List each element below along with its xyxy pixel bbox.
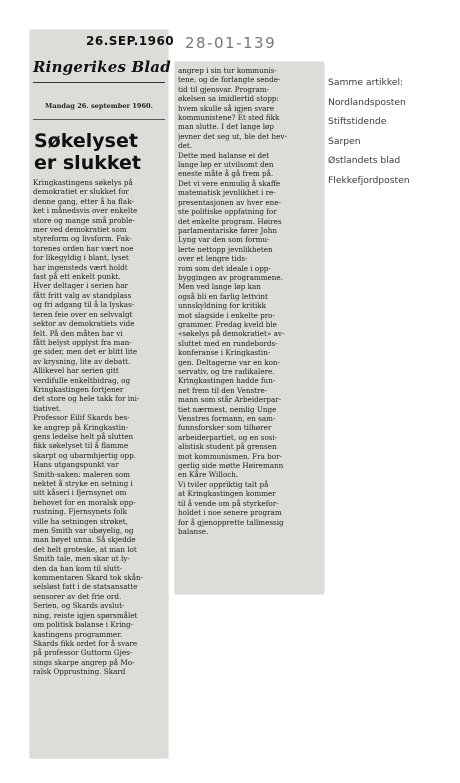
body-text-line: økelsen sa imidlertid stopp: — [178, 94, 279, 104]
body-text-line: holdet i noe senere program — [178, 508, 282, 518]
body-text-line: man bøyet unna. Så skjedde — [33, 535, 136, 545]
body-text-line: Lyng var den som formu- — [178, 235, 270, 245]
body-text-line: Venstres formann, en sam- — [178, 414, 276, 424]
body-text-line: grammer. Fredag kveld ble — [178, 319, 277, 329]
body-text-line: det helt groteske, at man lot — [33, 544, 137, 554]
body-text-line: funnsforsker som tilhører — [178, 423, 272, 433]
body-text-line: Smith tale, men skar ut ly- — [33, 554, 130, 564]
body-text-line: sektor av demokratiets vide — [33, 319, 135, 329]
body-text-line: selsløst fatt i de statsansatte — [33, 582, 138, 592]
body-text-line: byggingen av programmene. — [178, 272, 283, 282]
body-text-line: rustning. Fjernsynets folk — [33, 507, 128, 517]
body-text-line: lange løp er utvilsomt den — [178, 160, 274, 170]
headline-line: Søkelyset — [34, 130, 138, 152]
body-text-line: Men ved lange løp kan — [178, 282, 261, 292]
body-text-line: fikk søkelyset til å flamme — [33, 441, 129, 451]
body-text-line: rom som det ideale i opp- — [178, 263, 271, 273]
body-text-line: sluttet med en rundebords- — [178, 338, 278, 348]
body-text-line: sings skarpe angrep på Mo- — [33, 657, 135, 667]
body-text-line: demokratiet er slukket for — [33, 187, 129, 197]
body-text-line: for likegyldig i blant, lyset — [33, 253, 129, 263]
body-text-line: denne gang, etter å ha flak- — [33, 196, 134, 206]
body-text-line: felt. På den måten har vi — [33, 328, 123, 338]
body-text-line: den da han kom til slutt- — [33, 563, 123, 573]
body-text-line: nektet å stryke en setning i — [33, 479, 133, 488]
body-text-line: gen. Deltagerne var en kon- — [178, 357, 280, 367]
body-text-line: Professor Eilif Skards bes- — [33, 413, 130, 423]
body-text-line: gerlig side møtte Høiremann — [178, 461, 284, 471]
body-text-line: det enkelte program. Høires — [178, 216, 282, 226]
body-text-line: fast på ett enkelt punkt. — [33, 272, 121, 282]
body-text-line: net frem til den Venstre- — [178, 385, 268, 395]
body-text-line: Kringkastingen fortjener — [33, 384, 124, 394]
body-text-line: det store og hele takk for ini- — [33, 394, 140, 404]
body-text-line: til å vende om på styrkefor- — [178, 498, 279, 508]
handwritten-note-line: Østlandets blad — [328, 155, 401, 166]
body-text-line: ke angrep på Kringkastin- — [33, 422, 129, 432]
body-text-line: over et lengre tids- — [178, 254, 248, 264]
body-text-line: mot slagside i enkelte pro- — [178, 310, 275, 320]
body-text-line: sensorer av det frie ord. — [33, 591, 122, 601]
body-text-line: angrep i sin tur kommunis- — [178, 66, 277, 75]
handwritten-note-line: Stiftstidende — [328, 116, 387, 127]
handwritten-note-line: Sarpen — [328, 135, 361, 147]
body-text-line: på professor Guttorm Gjes- — [33, 648, 133, 658]
handwritten-note-line: Samme artikkel: — [328, 77, 404, 88]
newspaper-masthead: Ringerikes Blad — [33, 58, 165, 83]
body-text-line: om politisk balanse i Kring- — [33, 620, 134, 630]
body-text-line: fått belyst opplyst fra man- — [33, 337, 132, 347]
body-text-line: for å gjenopprette tallmessig — [178, 517, 284, 527]
body-text-line: skarpt og ubarmhjertig opp. — [33, 450, 136, 460]
body-text-line: servativ, og tre radikalere. — [178, 367, 275, 376]
body-text-line: tid til gjensvar. Program- — [178, 84, 269, 94]
body-text-line: ning, reiste igjen spørsmålet — [33, 610, 138, 620]
body-text-line: lerte nettopp jevnlikheten — [178, 244, 273, 254]
body-text-line: Serien, og Skards avslut- — [33, 601, 125, 611]
body-text-line: Smith-saken: maleren som — [33, 469, 130, 479]
body-text-line: det. — [178, 141, 193, 151]
body-text-line: store og mange små proble- — [33, 215, 135, 225]
body-text-line: av krysning, lite av debatt. — [33, 356, 131, 366]
handwritten-notes — [328, 73, 410, 190]
body-text-line: jevner det seg ut, ble det hev- — [178, 131, 287, 141]
body-text-line: hvem skulle så igjen svare — [178, 103, 275, 113]
body-text-line: Vi tviler oppriktig talt på — [178, 479, 269, 489]
body-text-line: torenes orden har vært noe — [33, 243, 134, 253]
body-text-line: gens ledelse helt på slutten — [33, 431, 134, 441]
body-text-line: balanse. — [178, 526, 209, 536]
body-text-line: Hans utgangspunkt var — [33, 460, 119, 470]
body-text-line: tiet nærmest, nemlig Unge — [178, 404, 277, 414]
body-text-line: arbeiderpartiet, og en sosi- — [178, 432, 278, 442]
body-text-line: tiativet. — [33, 403, 62, 413]
body-text-line: Kringkastingens søkelys på — [33, 178, 133, 187]
body-text-line: Kringkastingen hadde fun- — [178, 376, 276, 386]
masthead-rule — [33, 119, 165, 120]
body-text-line: mann som står Arbeiderpar- — [178, 395, 282, 405]
body-text-line: ville ha setningen strøket, — [33, 516, 128, 526]
body-text-line: kommunistene? Et sted fikk — [178, 113, 280, 123]
body-text-line: ge sider, men det er blitt lite — [33, 347, 138, 357]
body-text-line: teren feie over en selvvalgt — [33, 309, 133, 319]
body-text-line: alistisk student på grensen — [178, 442, 277, 452]
handwritten-archive-date: 28-01-139 — [185, 34, 277, 52]
handwritten-note-line: Nordlandsposten — [328, 96, 406, 108]
body-text-line: «søkelys på demokratiet» av- — [178, 329, 285, 339]
body-text-line: Hver deltager i serien har — [33, 281, 128, 291]
body-text-line: sitt kåseri i fjernsynet om — [33, 488, 127, 498]
body-text-line: unnskyldning for kritikk — [178, 301, 267, 311]
body-text-line: Det vi vere enmulig å skaffe — [178, 178, 281, 188]
body-text-line: ket i månedsvis over enkelte — [33, 206, 138, 216]
body-text-line: Allikevel har serien gitt — [33, 366, 119, 376]
handwritten-note-line: Flekkefjordposten — [328, 174, 410, 186]
body-text-line: kommentaren Skard tok skån- — [33, 573, 144, 583]
dateline: Mandag 26. september 1960. — [45, 102, 153, 110]
body-text-line: men Smith var ubøyelig, og — [33, 526, 134, 536]
article-body-right — [178, 66, 322, 536]
body-text-line: og fri adgang til å la lyskas- — [33, 300, 135, 310]
article-body-left — [33, 178, 166, 677]
date-stamp: 26.SEP.1960 — [86, 34, 175, 48]
body-text-line: har ingensteds vært holdt — [33, 262, 128, 272]
body-text-line: Skards fikk ordet for å svare — [33, 638, 138, 648]
body-text-line: mer ved demokratiet som — [33, 225, 127, 235]
body-text-line: presentasjonen av hver ene- — [178, 197, 281, 207]
body-text-line: parlamentariske fører John — [178, 225, 277, 235]
body-text-line: verdifulle enkeltbidrag, og — [33, 375, 131, 385]
body-text-line: ralsk Opprustning. Skard — [33, 667, 126, 677]
body-text-line: matematisk jevnlikhet i re- — [178, 188, 276, 198]
body-text-line: også bli en farlig lettvint — [178, 291, 268, 301]
body-text-line: tene, og de forlangte sende- — [178, 75, 281, 85]
body-text-line: kastingens programmer. — [33, 629, 123, 639]
body-text-line: en Kåre Willoch. — [178, 470, 239, 480]
body-text-line: Dette med balanse ei det — [178, 150, 270, 160]
body-text-line: eneste måte å gå frem på. — [178, 169, 274, 179]
body-text-line: ste politiske oppfatning for — [178, 207, 277, 217]
body-text-line: mot kommunismen. Fra bor- — [178, 451, 282, 461]
body-text-line: behovet for en moralsk opp- — [33, 497, 136, 507]
body-text-line: styreform og livsform. Fak- — [33, 234, 132, 244]
body-text-line: konferanse i Kringkastin- — [178, 348, 271, 358]
body-text-line: at Kringkastingen kommer — [178, 489, 276, 499]
body-text-line: fått fritt valg av standplass — [33, 290, 132, 300]
article-headline — [34, 130, 164, 174]
headline-line: er slukket — [34, 152, 141, 174]
body-text-line: man slutte. I det lange løp — [178, 122, 274, 132]
